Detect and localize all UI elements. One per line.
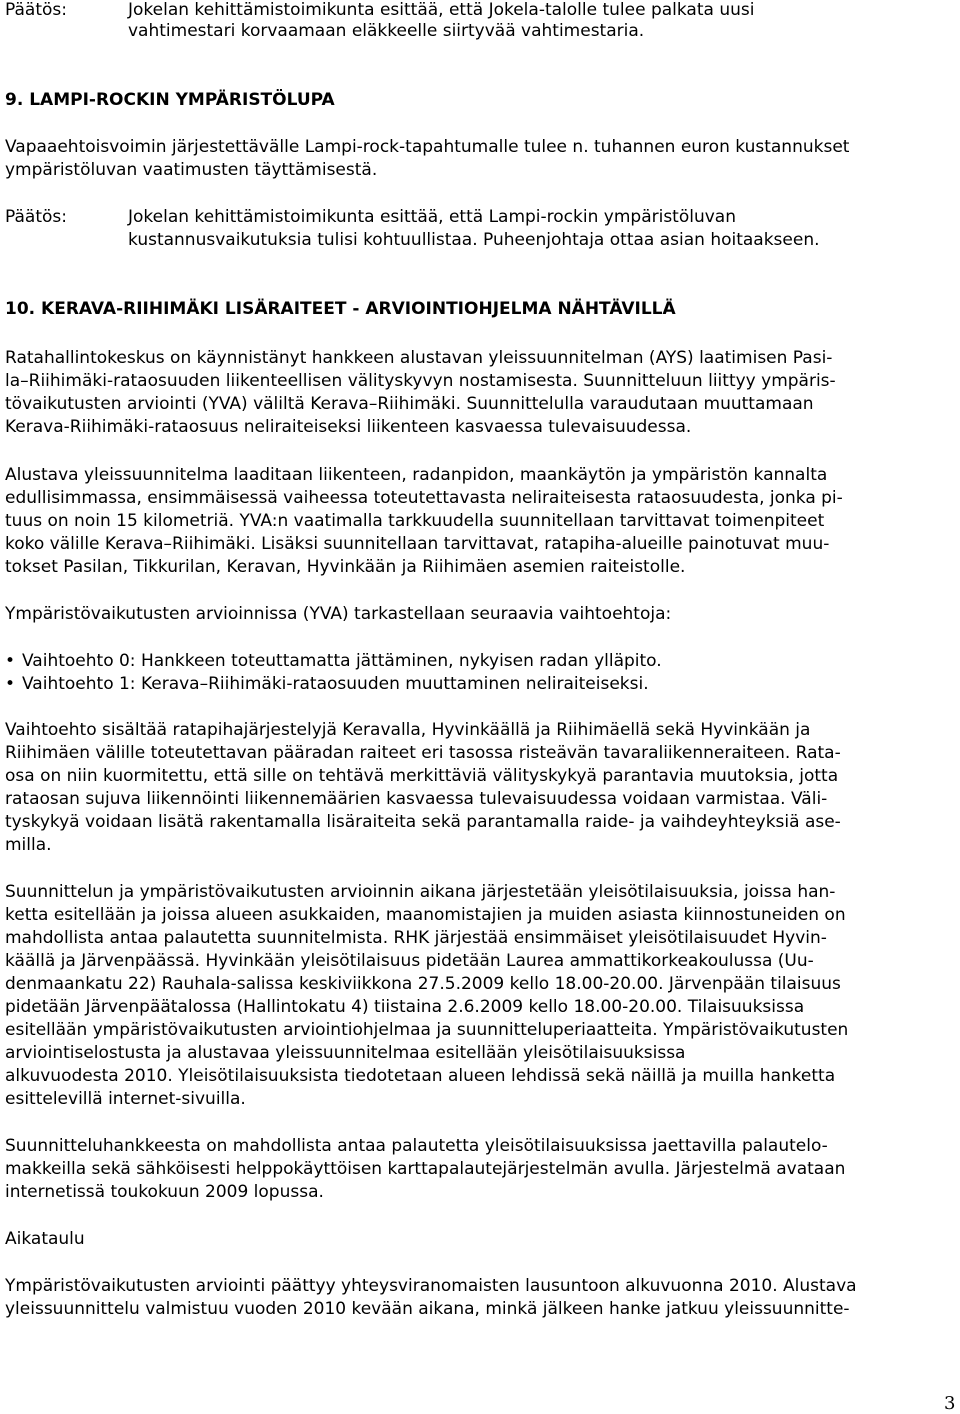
bullet-item: Vaihtoehto 1: Kerava–Riihimäki-rataosuuden muuttaminen neliraiteiseksi. <box>22 674 649 694</box>
paragraph-line: rataosan sujuva liikennöinti liikennemäärien kasvaessa tulevaisuudessa voidaan varmistaa. Väli- <box>5 789 828 809</box>
decision-text-line: Jokelan kehittämistoimikunta esittää, että Lampi-rockin ympäristöluvan <box>128 207 736 227</box>
paragraph-line: osa on niin kuormitettu, että sille on tehtävä merkittäviä välityskykyä parantavia muutoksia, jotta <box>5 766 839 786</box>
paragraph-line: pidetään Järvenpäätalossa (Hallintokatu 4) tiistaina 2.6.2009 kello 18.00-20.00. Tilaisuuksissa <box>5 997 805 1017</box>
bullet-item: Vaihtoehto 0: Hankkeen toteuttamatta jättäminen, nykyisen radan ylläpito. <box>22 651 662 671</box>
paragraph-line: Riihimäen välille toteutettavan pääradan raiteet eri tasossa risteävän tavaraliikenneraiteen. Rata- <box>5 743 841 763</box>
paragraph-line: Ratahallintokeskus on käynnistänyt hankkeen alustavan yleissuunnitelman (AYS) laatimisen Pasi- <box>5 348 833 368</box>
paragraph-line: yleissuunnittelu valmistuu vuoden 2010 kevään aikana, minkä jälkeen hanke jatkuu yleissuunnitte- <box>5 1299 850 1319</box>
section-heading: 10. KERAVA-RIIHIMÄKI LISÄRAITEET - ARVIOINTIOHJELMA NÄHTÄVILLÄ <box>5 299 676 319</box>
paragraph-line: milla. <box>5 835 52 855</box>
paragraph-line: Suunnittelun ja ympäristövaikutusten arvioinnin aikana järjestetään yleisötilaisuuksia, joissa han- <box>5 882 836 902</box>
paragraph-line: tövaikutusten arviointi (YVA) väliltä Kerava–Riihimäki. Suunnittelulla varaudutaan muuttamaan <box>5 394 814 414</box>
decision-text-line: Jokelan kehittämistoimikunta esittää, että Jokela-talolle tulee palkata uusi <box>128 0 755 20</box>
paragraph-line: Ympäristövaikutusten arviointi päättyy yhteysviranomaisten lausuntoon alkuvuonna 2010. Alustava <box>5 1276 857 1296</box>
paragraph-line: Vapaaehtoisvoimin järjestettävälle Lampi-rock-tapahtumalle tulee n. tuhannen euron kustannukset <box>5 137 850 157</box>
paragraph-line: la–Riihimäki-rataosuuden liikenteellisen välityskyvyn nostamisesta. Suunnitteluun liittyy ympäris- <box>5 371 836 391</box>
decision-label: Päätös: <box>5 207 67 227</box>
bullet-icon: • <box>5 651 16 671</box>
paragraph-line: esitellään ympäristövaikutusten arviointiohjelmaa ja suunnitteluperiaatteita. Ympäristövaikutusten <box>5 1020 849 1040</box>
paragraph-line: ympäristöluvan vaatimusten täyttämisestä. <box>5 160 378 180</box>
paragraph-line: Kerava-Riihimäki-rataosuus neliraiteiseksi liikenteen kasvaessa tulevaisuudessa. <box>5 417 692 437</box>
paragraph-line: Vaihtoehto sisältää ratapihajärjestelyjä Keravalla, Hyvinkäällä ja Riihimäellä sekä Hyvinkään ja <box>5 720 811 740</box>
section-heading: 9. LAMPI-ROCKIN YMPÄRISTÖLUPA <box>5 90 335 110</box>
subheading-schedule: Aikataulu <box>5 1229 85 1249</box>
decision-text-line: vahtimestari korvaamaan eläkkeelle siirtyvää vahtimestaria. <box>128 21 645 41</box>
paragraph-line: Suunnitteluhankkeesta on mahdollista antaa palautetta yleisötilaisuuksissa jaettavilla palautelo- <box>5 1136 828 1156</box>
paragraph-line: esittelevillä internet-sivuilla. <box>5 1089 246 1109</box>
paragraph-line: tuus on noin 15 kilometriä. YVA:n vaatimalla tarkkuudella suunnitellaan tarvittavat toimenpiteet <box>5 511 825 531</box>
paragraph-line: arviointiselostusta ja alustavaa yleissuunnitelmaa esitellään yleisötilaisuuksissa <box>5 1043 686 1063</box>
paragraph-line: tokset Pasilan, Tikkurilan, Keravan, Hyvinkään ja Riihimäen asemien raiteistolle. <box>5 557 686 577</box>
paragraph-line: käällä ja Järvenpäässä. Hyvinkään yleisötilaisuus pidetään Laurea ammattikorkeakoulussa (Uu- <box>5 951 814 971</box>
paragraph-line: edullisimmassa, ensimmäisessä vaiheessa toteutettavasta neliraiteisesta rataosuudesta, jonka pi- <box>5 488 843 508</box>
paragraph-line: denmaankatu 22) Rauhala-salissa keskiviikkona 27.5.2009 kello 18.00-20.00. Järvenpään tilaisuus <box>5 974 841 994</box>
bullet-icon: • <box>5 674 16 694</box>
decision-label: Päätös: <box>5 0 67 20</box>
paragraph-line: Alustava yleissuunnitelma laaditaan liikenteen, radanpidon, maankäytön ja ympäristön kannalta <box>5 465 828 485</box>
paragraph-line: internetissä toukokuun 2009 lopussa. <box>5 1182 324 1202</box>
paragraph-line: mahdollista antaa palautetta suunnitelmista. RHK järjestää ensimmäiset yleisötilaisuudet Hyvin- <box>5 928 827 948</box>
page-number: 3 <box>944 1393 956 1414</box>
paragraph-line: koko välille Kerava–Riihimäki. Lisäksi suunnitellaan tarvittavat, ratapiha-alueille painotuvat muu- <box>5 534 830 554</box>
paragraph-line: makkeilla sekä sähköisesti helppokäyttöisen karttapalautejärjestelmän avulla. Järjestelmä avataan <box>5 1159 846 1179</box>
paragraph-line: Ympäristövaikutusten arvioinnissa (YVA) tarkastellaan seuraavia vaihtoehtoja: <box>5 604 672 624</box>
decision-text-line: kustannusvaikutuksia tulisi kohtuullistaa. Puheenjohtaja ottaa asian hoitaakseen. <box>128 230 820 250</box>
paragraph-line: alkuvuodesta 2010. Yleisötilaisuuksista tiedotetaan alueen lehdissä sekä näillä ja muilla hanketta <box>5 1066 836 1086</box>
paragraph-line: tyskykyä voidaan lisätä rakentamalla lisäraiteita sekä parantamalla raide- ja vaihdeyhteyksiä ase- <box>5 812 841 832</box>
paragraph-line: ketta esitellään ja joissa alueen asukkaiden, maanomistajien ja muiden asiasta kiinnostuneiden on <box>5 905 846 925</box>
